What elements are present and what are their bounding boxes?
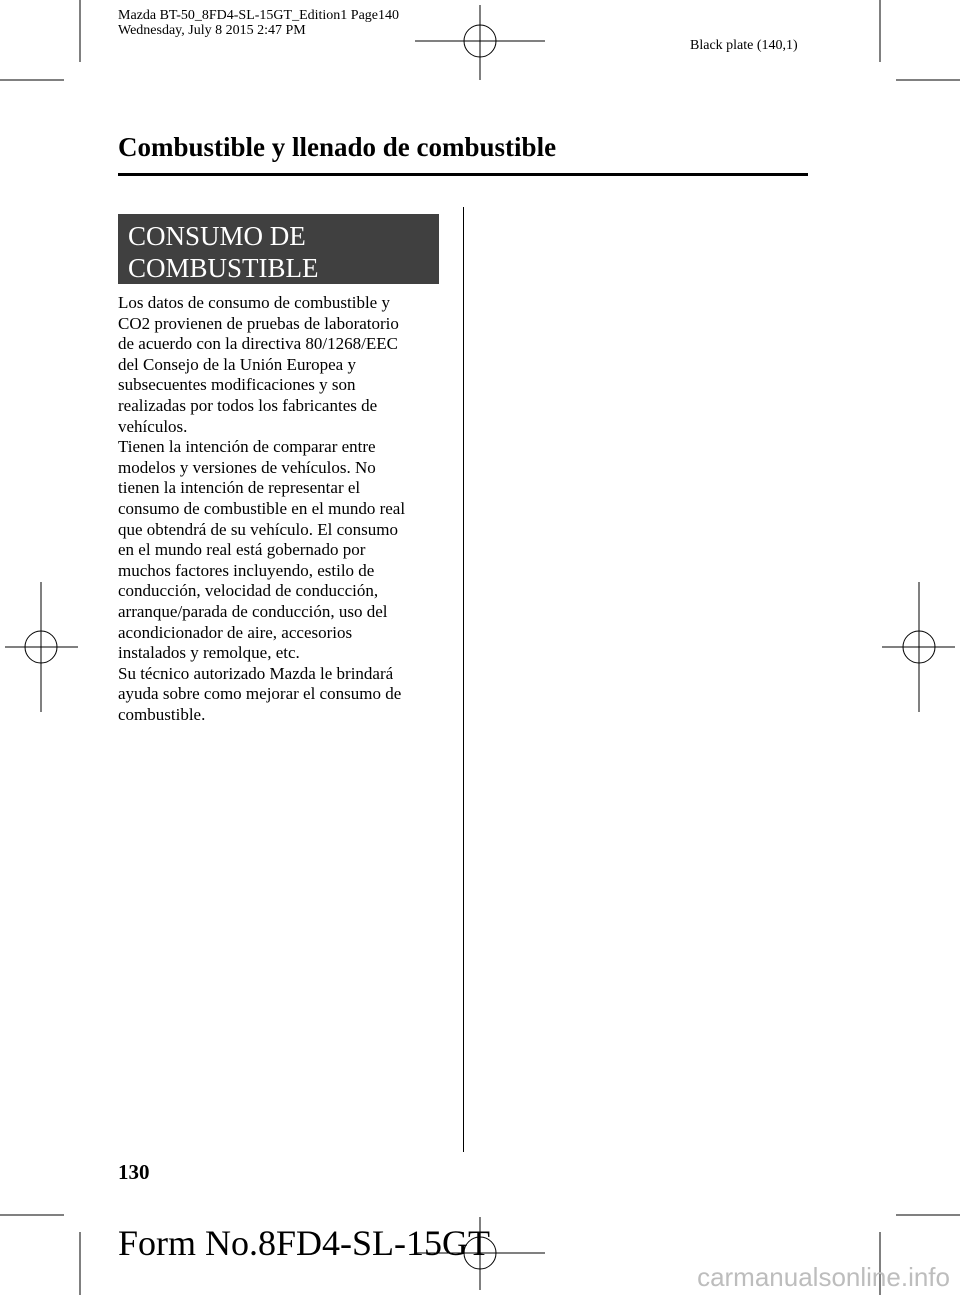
body-line: Su técnico autorizado Mazda le brindará — [118, 663, 394, 683]
body-paragraph — [118, 293, 448, 725]
body-line: conducción, velocidad de conducción, — [118, 581, 379, 601]
file-info-line1: Mazda BT-50_8FD4-SL-15GT_Edition1 Page140 — [118, 8, 400, 23]
body-line: que obtendrá de su vehículo. El consumo — [118, 519, 398, 539]
body-line: Los datos de consumo de combustible y — [118, 293, 390, 312]
file-info-line2: Wednesday, July 8 2015 2:47 PM — [118, 23, 306, 38]
heading-line-1: CONSUMO DE — [128, 221, 306, 251]
body-line: de acuerdo con la directiva 80/1268/EEC — [118, 334, 398, 354]
body-line: modelos y versiones de vehículos. No — [118, 457, 376, 477]
body-line: combustible. — [118, 704, 206, 724]
body-line: vehículos. — [118, 416, 188, 436]
body-line: muchos factores incluyendo, estilo de — [118, 560, 375, 580]
body-line: del Consejo de la Unión Europea y — [118, 354, 356, 374]
body-line: en el mundo real está gobernado por — [118, 540, 366, 560]
plate-info: Black plate (140,1) — [690, 38, 798, 53]
column-divider — [463, 207, 464, 1152]
body-line: tienen la intención de representar el — [118, 478, 361, 498]
body-line: consumo de combustible en el mundo real — [118, 498, 406, 518]
heading-line-2: COMBUSTIBLE — [128, 253, 319, 283]
body-line: ayuda sobre como mejorar el consumo de — [118, 684, 402, 704]
body-line: instalados y remolque, etc. — [118, 643, 300, 663]
body-line: subsecuentes modificaciones y son — [118, 375, 356, 395]
watermark-text: carmanualsonline.info — [697, 1262, 950, 1292]
section-title: Combustible y llenado de combustible — [118, 132, 557, 162]
body-line: arranque/parada de conducción, uso del — [118, 601, 388, 621]
body-line: Tienen la intención de comparar entre — [118, 437, 376, 457]
body-line: CO2 provienen de pruebas de laboratorio — [118, 313, 399, 333]
body-line: acondicionador de aire, accesorios — [118, 622, 353, 642]
section-heading-box — [118, 214, 439, 284]
page-number: 130 — [118, 1160, 150, 1184]
body-line: realizadas por todos los fabricantes de — [118, 395, 378, 415]
form-number: Form No.8FD4-SL-15GT — [118, 1223, 491, 1263]
title-divider — [118, 173, 808, 176]
